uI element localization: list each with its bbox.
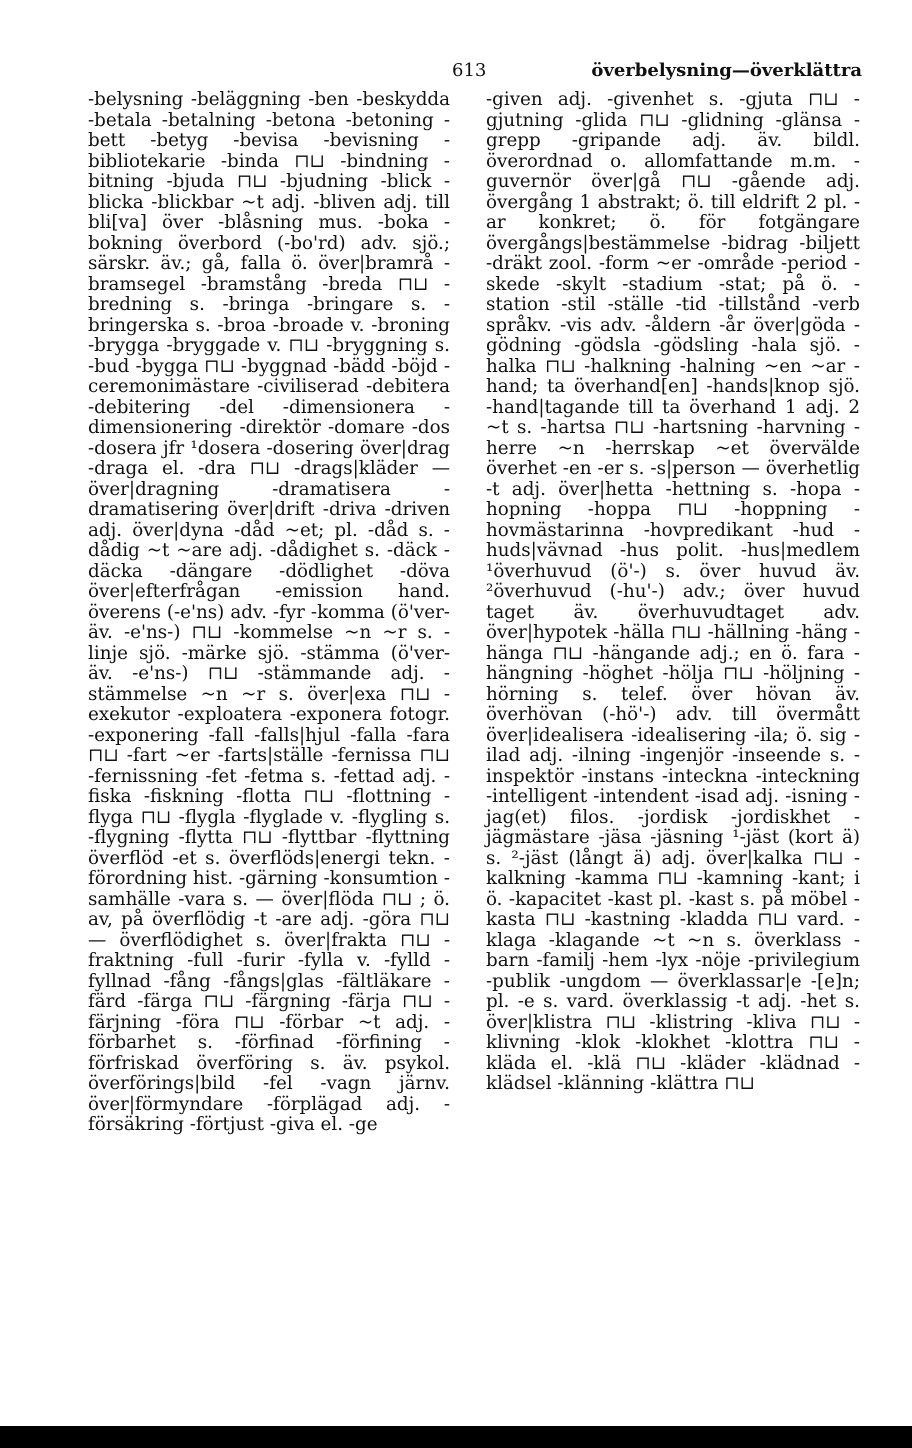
left-column-text: -belysning -beläggning -ben -beskydda -betala -betalning -betona -betoning -bett -betyg -bevisa -bevisning -bibliotekarie -binda ⊓⊔ -bindning -bitning -bjuda ⊓⊔ -bjudning -blick -blicka -blickbar ~t adj. -bliven adj. till bli[va] över -blåsning mus. -boka -bokning överbord (-bo'rd) adv. sjö.; särskr. äv.; gå, falla ö. över|bramrå -bramsegel -bramstång -breda ⊓⊔ -bredning s. -bringa -bringare s. -bringerska s. -broa -broade v. -broning -brygga -bryggade v. ⊓⊔ -bryggning s. -bud -bygga ⊓⊔ -byggnad -bädd -böjd -ceremonimästare -civiliserad -debitera -debitering -del -dimensionera -dimensionering -direktör -domare -dos -dosera jfr ¹dosera -dosering över|drag -draga el. -dra ⊓⊔ -drags|kläder — över|dragning -dramatisera -dramatisering över|drift -driva -driven adj. över|dyna -dåd ~et; pl. -dåd s. -dådig ~t ~are adj. -dådighet s. -däck -däcka -dängare -dödlighet -döva över|efterfrågan -emission hand. överens (-e'ns) adv. -fyr -komma (ö'ver- äv. -e'ns-) ⊓⊔ -kommelse ~n ~r s. -linje sjö. -märke sjö. -stämma (ö'ver- äv. -e'ns-) ⊓⊔ -stämmande adj. -stämmelse ~n ~r s. över|exa ⊓⊔ -exekutor -exploatera -exponera fotogr. -exponering -fall -falls|hjul -falla -fara ⊓⊔ -fart ~er -farts|ställe -fernissa ⊓⊔ -fernissning -fet -fetma s. -fettad adj. -fiska -fiskning -flotta ⊓⊔ -flottning -flyga ⊓⊔ -flygla -flyglade v. -flygling s. -flygning -flytta ⊓⊔ -flyttbar -flyttning överflöd -et s. överflöds|energi tekn. -förordning hist. -gärning -konsumtion -samhälle -vara s. — över|flöda ⊓⊔ ; ö. av, på överflödig -t -are adj. -göra ⊓⊔ — överflödighet s. över|frakta ⊓⊔ -fraktning -full -furir -fylla v. -fylld -fyllnad -fång -fångs|glas -fältläkare -färd -färga ⊓⊔ -färgning -färja ⊓⊔ -färjning -föra ⊓⊔ -förbar ~t adj. -förbarhet s. -förfinad -förfining -förfriskad överföring s. äv. psykol. överförings|bild -fel -vagn järnv. över|förmyndare -förplägad adj. -försäkring -förtjust -giva el. -ge xyxy=(88,89,450,1135)
page-number: 613 xyxy=(452,60,487,81)
scan-border xyxy=(0,1426,912,1448)
page-header xyxy=(0,58,912,88)
right-column xyxy=(486,90,860,1095)
left-column xyxy=(88,90,450,1136)
guide-words: överbelysning—överklättra xyxy=(591,60,862,81)
right-column-text: -given adj. -givenhet s. -gjuta ⊓⊔ -gjutning -glida ⊓⊔ -glidning -glänsa -grepp -gripande adj. äv. bildl. överordnad o. allomfattande m.m. -guvernör över|gå ⊓⊔ -gående adj. övergång 1 abstrakt; ö. till eldrift 2 pl. -ar konkret; ö. för fotgängare övergångs|bestämmelse -bidrag -biljett -dräkt zool. -form ~er -område -period -skede -skylt -stadium -stat; på ö. -station -stil -ställe -tid -tillstånd -verb språkv. -vis adv. -åldern -år över|göda -gödning -gödsla -gödsling -hala sjö. -halka ⊓⊔ -halkning -halning ~en ~ar -hand; ta överhand[en] -hands|knop sjö. -hand|tagande till ta överhand 1 adj. 2 ~t s. -hartsa ⊓⊔ -hartsning -harvning -herre ~n -herrskap ~et övervälde överhet -en -er s. -s|person — överhetlig -t adj. över|hetta -hettning s. -hopa -hopning -hoppa ⊓⊔ -hoppning -hovmästarinna -hovpredikant -hud -huds|vävnad -hus polit. -hus|medlem ¹överhuvud (ö'-) s. över huvud äv. ²överhuvud (-hu'-) adv.; över huvud taget äv. överhuvudtaget adv. över|hypotek -hälla ⊓⊔ -hällning -häng -hänga ⊓⊔ -hängande adj.; en ö. fara -hängning -höghet -hölja ⊓⊔ -höljning -hörning s. telef. över hövan äv. överhövan (-hö'-) adv. till övermått över|idealisera -idealisering -ila; ö. sig -ilad adj. -ilning -ingenjör -inseende s. -inspektör -instans -inteckna -inteckning -intelligent -intendent -isad adj. -isning -jag(et) filos. -jordisk -jordiskhet -jägmästare -jäsa -jäsning ¹-jäst (kort ä) s. ²-jäst (långt ä) adj. över|kalka ⊓⊔ -kalkning -kamma ⊓⊔ -kamning -kant; i ö. -kapacitet -kast pl. -kast s. på möbel -kasta ⊓⊔ -kastning -kladda ⊓⊔ vard. -klaga -klagande ~t ~n s. överklass -barn -familj -hem -lyx -nöje -privilegium -publik -ungdom — överklassar|e -[e]n; pl. -e s. vard. överklassig -t adj. -het s. över|klistra ⊓⊔ -klistring -kliva ⊓⊔ -klivning -klok -klokhet -klottra ⊓⊔ -kläda el. -klä ⊓⊔ -kläder -klädnad -klädsel -klänning -klättra ⊓⊔ xyxy=(486,89,860,1094)
